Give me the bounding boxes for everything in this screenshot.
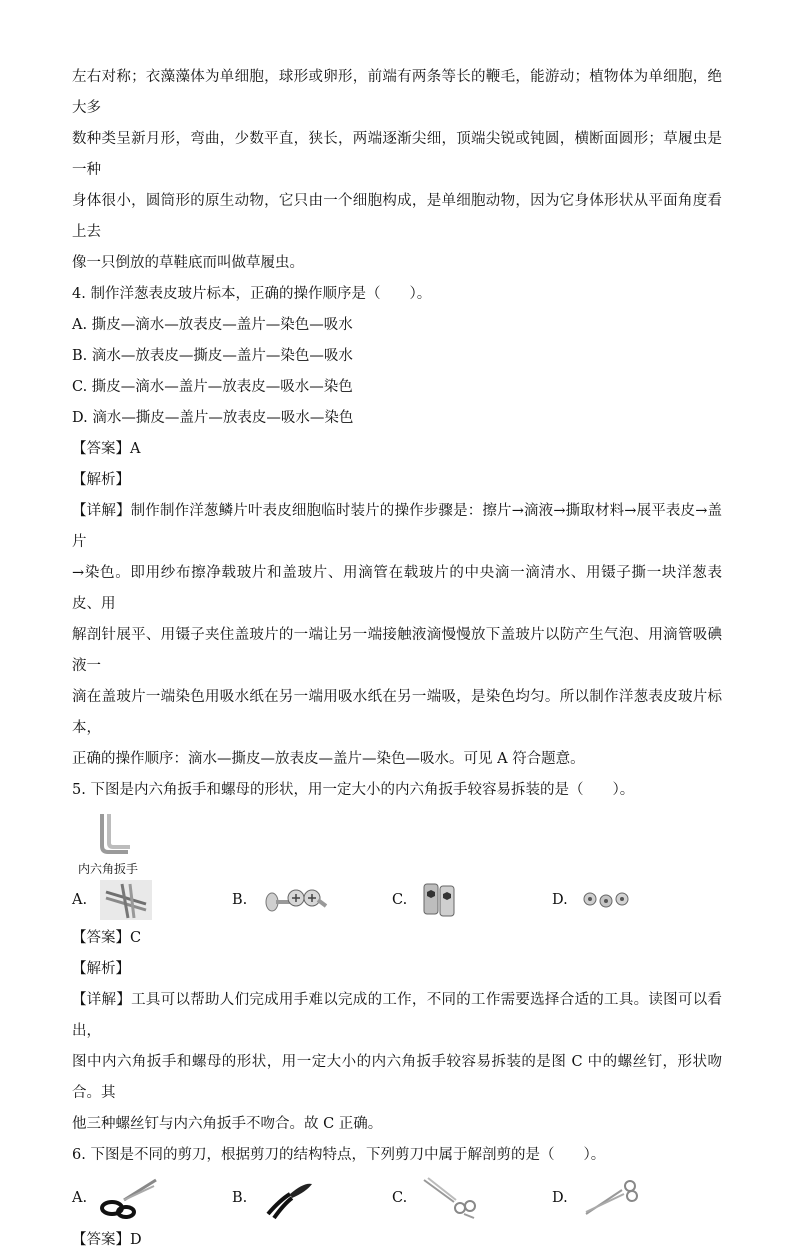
option-label: A. <box>72 1190 88 1206</box>
q4-detail-line: →染色。即用纱布擦净载玻片和盖玻片、用滴管在载玻片的中央滴一滴清水、用镊子撕一块洋葱表皮、用 <box>72 565 722 612</box>
q4-detail-line: 正确的操作顺序：滴水—撕皮—放表皮—盖片—染色—吸水。可见 A 符合题意。 <box>72 751 585 767</box>
answer-value: D <box>130 1232 142 1248</box>
option-label: C. <box>392 892 408 908</box>
q5-option-d <box>552 885 712 915</box>
small-nuts-icon <box>580 885 634 915</box>
q6-options <box>72 1173 722 1223</box>
q4-analysis-tag: 【解析】 <box>72 472 130 488</box>
q4-stem: 4. 制作洋葱表皮玻片标本，正确的操作顺序是（ ）。 <box>72 286 432 302</box>
q6-stem: 6. 下图是不同的剪刀，根据剪刀的结构特点，下列剪刀中属于解剖剪的是（ ）。 <box>72 1147 606 1163</box>
intro-line: 数种类呈新月形，弯曲，少数平直，狭长，两端逐渐尖细，顶端尖锐或钝圆，横断面圆形；草履虫是一种 <box>72 131 722 178</box>
q4-detail-line <box>72 496 722 558</box>
detail-text: 工具可以帮助人们完成用手难以完成的工作，不同的工作需要选择合适的工具。读图可以看出， <box>72 992 723 1039</box>
answer-value: A <box>130 441 141 457</box>
option-label: C. <box>392 1190 408 1206</box>
q5-option-b <box>232 880 392 920</box>
crossed-screws-icon <box>100 880 152 920</box>
q4-option-b: B. 滴水—放表皮—撕皮—盖片—染色—吸水 <box>72 348 353 364</box>
q6-option-c <box>392 1176 552 1220</box>
detail-text: 制作制作洋葱鳞片叶表皮细胞临时装片的操作步骤是：擦片→滴液→撕取材料→展平表皮→盖片 <box>72 503 722 550</box>
q4-option-c: C. 撕皮—滴水—盖片—放表皮—吸水—染色 <box>72 379 353 395</box>
option-label: B. <box>232 1190 248 1206</box>
phillips-screws-icon <box>260 880 330 920</box>
hex-socket-screws-icon <box>420 880 460 920</box>
q5-detail-line: 图中内六角扳手和螺母的形状，用一定大小的内六角扳手较容易拆装的是图 C 中的螺丝钉，形状吻合。其 <box>72 1054 722 1101</box>
q4-option-d: D. 滴水—撕皮—盖片—放表皮—吸水—染色 <box>72 410 354 426</box>
q5-stem: 5. 下图是内六角扳手和螺母的形状，用一定大小的内六角扳手较容易拆装的是（ ）。 <box>72 782 635 798</box>
detail-tag: 【详解】 <box>72 503 131 519</box>
hex-wrench-figure <box>78 810 150 877</box>
hex-wrench-caption: 内六角扳手 <box>78 862 139 876</box>
answer-value: C <box>130 930 142 946</box>
q5-options <box>72 879 722 921</box>
intro-line: 身体很小，圆筒形的原生动物，它只由一个细胞构成，是单细胞动物，因为它身体形状从平面角度看上去 <box>72 193 722 240</box>
intro-line: 左右对称；衣藻藻体为单细胞，球形或卵形，前端有两条等长的鞭毛，能游动；植物体为单细胞，绝大多 <box>72 69 722 116</box>
q5-analysis-tag: 【解析】 <box>72 961 130 977</box>
option-label: A. <box>72 892 88 908</box>
q5-answer <box>72 923 722 954</box>
q5-option-c <box>392 880 552 920</box>
hex-wrench-icon <box>78 810 148 858</box>
q4-detail-line: 解剖针展平、用镊子夹住盖玻片的一端让另一端接触液滴慢慢放下盖玻片以防产生气泡、用滴管吸碘液一 <box>72 627 722 674</box>
option-label: D. <box>552 1190 568 1206</box>
q6-option-d <box>552 1176 712 1220</box>
q5-detail-line: 他三种螺丝钉与内六角扳手不吻合。故 C 正确。 <box>72 1116 383 1132</box>
answer-tag: 【答案】 <box>72 441 130 457</box>
detail-tag: 【详解】 <box>72 992 132 1008</box>
q6-answer <box>72 1225 722 1256</box>
haircut-scissors-icon <box>420 1176 480 1220</box>
q6-option-b <box>232 1176 392 1220</box>
q5-option-a <box>72 880 232 920</box>
q4-answer <box>72 434 722 465</box>
option-label: D. <box>552 892 568 908</box>
answer-tag: 【答案】 <box>72 1232 130 1248</box>
kitchen-scissors-icon <box>100 1176 160 1220</box>
q5-detail-line <box>72 985 722 1047</box>
pruning-shears-icon <box>260 1176 316 1220</box>
dissecting-scissors-icon <box>580 1176 644 1220</box>
q6-option-a <box>72 1176 232 1220</box>
q4-detail-line: 滴在盖玻片一端染色用吸水纸在另一端用吸水纸在另一端吸，是染色均匀。所以制作洋葱表皮玻片标本， <box>72 689 722 736</box>
answer-tag: 【答案】 <box>72 930 130 946</box>
document-page <box>72 62 722 1256</box>
intro-line: 像一只倒放的草鞋底而叫做草履虫。 <box>72 255 304 271</box>
option-label: B. <box>232 892 248 908</box>
q4-option-a: A. 撕皮—滴水—放表皮—盖片—染色—吸水 <box>72 317 353 333</box>
